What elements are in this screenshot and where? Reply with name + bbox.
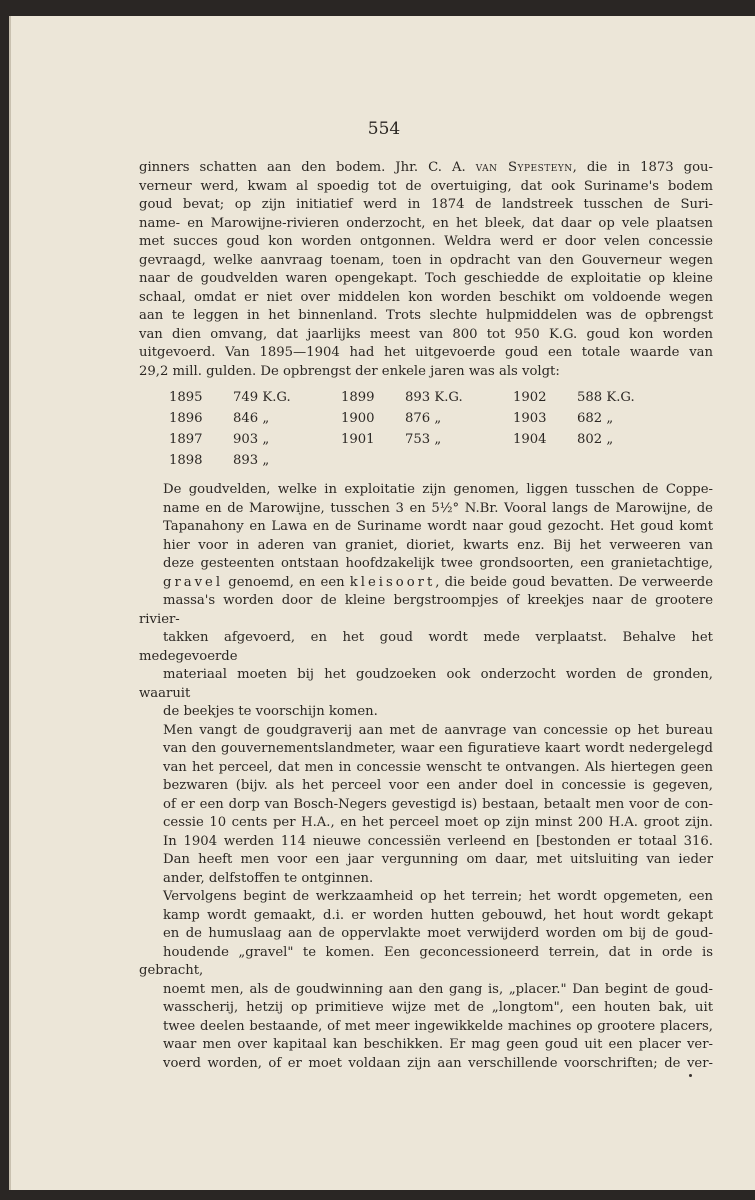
text-line: cessie 10 cents per H.A., en het perceel moet op zijn minst 200 H.A. groot zijn. [163,815,713,830]
text-line: name en de Marowijne, tusschen 3 en 5½° N.Br. Vooral langs de Marowijne, de [163,500,713,516]
text-line: naar de goudvelden waren opengekapt. Toch geschiedde de exploitatie op kleine [139,271,713,286]
text-run: , die beide goud bevatten. De verweerde [435,574,713,590]
table-cell: 588 K.G. [577,390,635,405]
table-cell: 682 „ [577,411,614,426]
text-line: Dan heeft men voor een jaar vergunning om daar, met uitsluiting van ieder [163,852,713,867]
text-line [139,159,713,178]
table-cell: 1898 [169,453,203,468]
text-line: In 1904 werden 114 nieuwe concessiën verleend en [bestonden er totaal 316. [163,833,713,849]
gold-production-table [169,389,685,473]
table-cell: 1897 [169,432,203,447]
text-line: voerd worden, of er moet voldaan zijn aan verschillende voorschriften; de ver- [163,1055,713,1071]
text-line: wasscherij, hetzij op primitieve wijze met de „longtom", een houten bak, uit [163,1000,713,1015]
text-line: waar men over kapitaal kan beschikken. Er mag geen goud uit een placer ver- [163,1037,713,1052]
table-cell: 893 K.G. [405,390,463,405]
text-line: of er een dorp van Bosch-Negers gevestigd is) bestaan, betaalt men voor de con- [163,796,713,812]
text-run: ginners schatten aan den bodem. Jhr. C. A. [139,160,466,175]
text-line: massa's worden door de kleine bergstroompjes of kreekjes naar de grootere rivier- [139,593,713,627]
text-line: gevraagd, welke aanvraag toenam, toen in opdracht van den Gouverneur wegen [139,252,713,268]
text-line: en de humuslaag aan de oppervlakte moet verwijderd worden om bij de goud- [163,926,713,941]
paragraph-concession [139,722,713,889]
text-run: genoemd, en een [223,574,350,590]
text-line: hier voor in aderen van graniet, dioriet, kwarts enz. Bij het verweeren van [163,537,713,553]
text-line: bezwaren (bijv. als het perceel voor een ander doel in concessie is gegeven, [163,778,713,793]
body-text [139,159,713,1073]
table-cell: 1904 [513,432,547,447]
text-line: verneur werd, kwam al spoedig tot de overtuiging, dat ook Suriname's bodem [139,178,713,194]
book-page [9,16,755,1190]
table-cell: 1900 [341,411,375,426]
text-line: van het perceel, dat men in concessie wenscht te ontvangen. Als hiertegen geen [163,759,713,775]
table-row [169,452,685,473]
table-cell: 1902 [513,390,547,405]
text-line: houdende „gravel" te komen. Een geconcessioneerd terrein, dat in orde is gebracht, [139,944,713,978]
table-row [169,389,685,410]
text-line: schaal, omdat er niet over middelen kon worden beschikt om voldoende wegen [139,289,713,305]
table-cell: 1901 [341,432,375,447]
table-cell: 753 „ [405,432,442,447]
text-line: deze gesteenten ontstaan hoofdzakelijk twee grondsoorten, een granietachtige, [163,556,713,571]
text-line: twee deelen bestaande, of met meer ingewikkelde machines op grootere placers, [163,1018,713,1034]
table-cell: 846 „ [233,411,270,426]
table-cell: 802 „ [577,432,614,447]
ink-speck [689,1074,692,1077]
text-line: aan te leggen in het binnenland. Trots slechte hulpmiddelen was de opbrengst [139,308,713,323]
text-line: met succes goud kon worden ontgonnen. Weldra werd er door velen concessie [139,234,713,249]
text-line: takken afgevoerd, en het goud wordt mede verplaatst. Behalve het medegevoerde [139,630,713,664]
table-cell: 876 „ [405,411,442,426]
table-cell: 903 „ [233,432,270,447]
text-line: materiaal moeten bij het goudzoeken ook onderzocht worden de gronden, waaruit [139,667,713,701]
table-cell: 1896 [169,411,203,426]
text-line: ander, delfstoffen te ontginnen. [163,870,374,886]
text-run: , die in 1873 gou- [572,160,713,175]
table-cell [405,452,513,473]
paragraph-terrain-work [139,888,713,1073]
term-gravel: gravel [163,574,224,590]
text-line: van dien omvang, dat jaarlijks meest van 800 tot 950 K.G. goud kon worden [139,326,713,342]
table-cell [513,452,577,473]
table-cell: 749 K.G. [233,390,291,405]
paragraph-gold-history [139,159,713,381]
page-number: 554 [367,119,401,139]
table-cell: 1895 [169,390,203,405]
text-line: goud bevat; op zijn initiatief werd in 1874 de landstreek tusschen de Suri- [139,197,713,212]
text-line: noemt men, als de goudwinning aan den gang is, „placer." Dan begint de goud- [163,981,713,997]
text-line [139,574,713,593]
text-line: de beekjes te voorschijn komen. [163,704,378,719]
table-cell: 1899 [341,390,375,405]
table-cell: 893 „ [233,453,270,468]
table-row [169,410,685,431]
paragraph-goldfields [139,481,713,722]
term-kleisoort: kleisoort [349,574,436,590]
text-line: kamp wordt gemaakt, d.i. er worden hutten gebouwd, het hout wordt gekapt [163,907,713,923]
text-line: Tapanahony en Lawa en de Suriname wordt naar goud gezocht. Het goud komt [163,519,713,534]
text-line: van den gouvernementslandmeter, waar een figuratieve kaart wordt nedergelegd [163,741,713,756]
text-line: Vervolgens begint de werkzaamheid op het terrein; het wordt opgemeten, een [163,889,713,904]
text-line: 29,2 mill. gulden. De opbrengst der enkele jaren was als volgt: [139,363,560,379]
text-line: uitgevoerd. Van 1895—1904 had het uitgevoerde goud een totale waarde van [139,345,713,360]
person-name: van Sypesteyn [475,160,573,175]
text-line: name- en Marowijne-rivieren onderzocht, en het bleek, dat daar op vele plaatsen [139,215,713,231]
table-row [169,431,685,452]
text-line: De goudvelden, welke in exploitatie zijn genomen, liggen tusschen de Coppe- [163,482,713,497]
table-cell: 1903 [513,411,547,426]
table-cell [577,452,685,473]
table-cell [341,452,405,473]
text-line: Men vangt de goudgraverij aan met de aanvrage van concessie op het bureau [163,722,713,738]
